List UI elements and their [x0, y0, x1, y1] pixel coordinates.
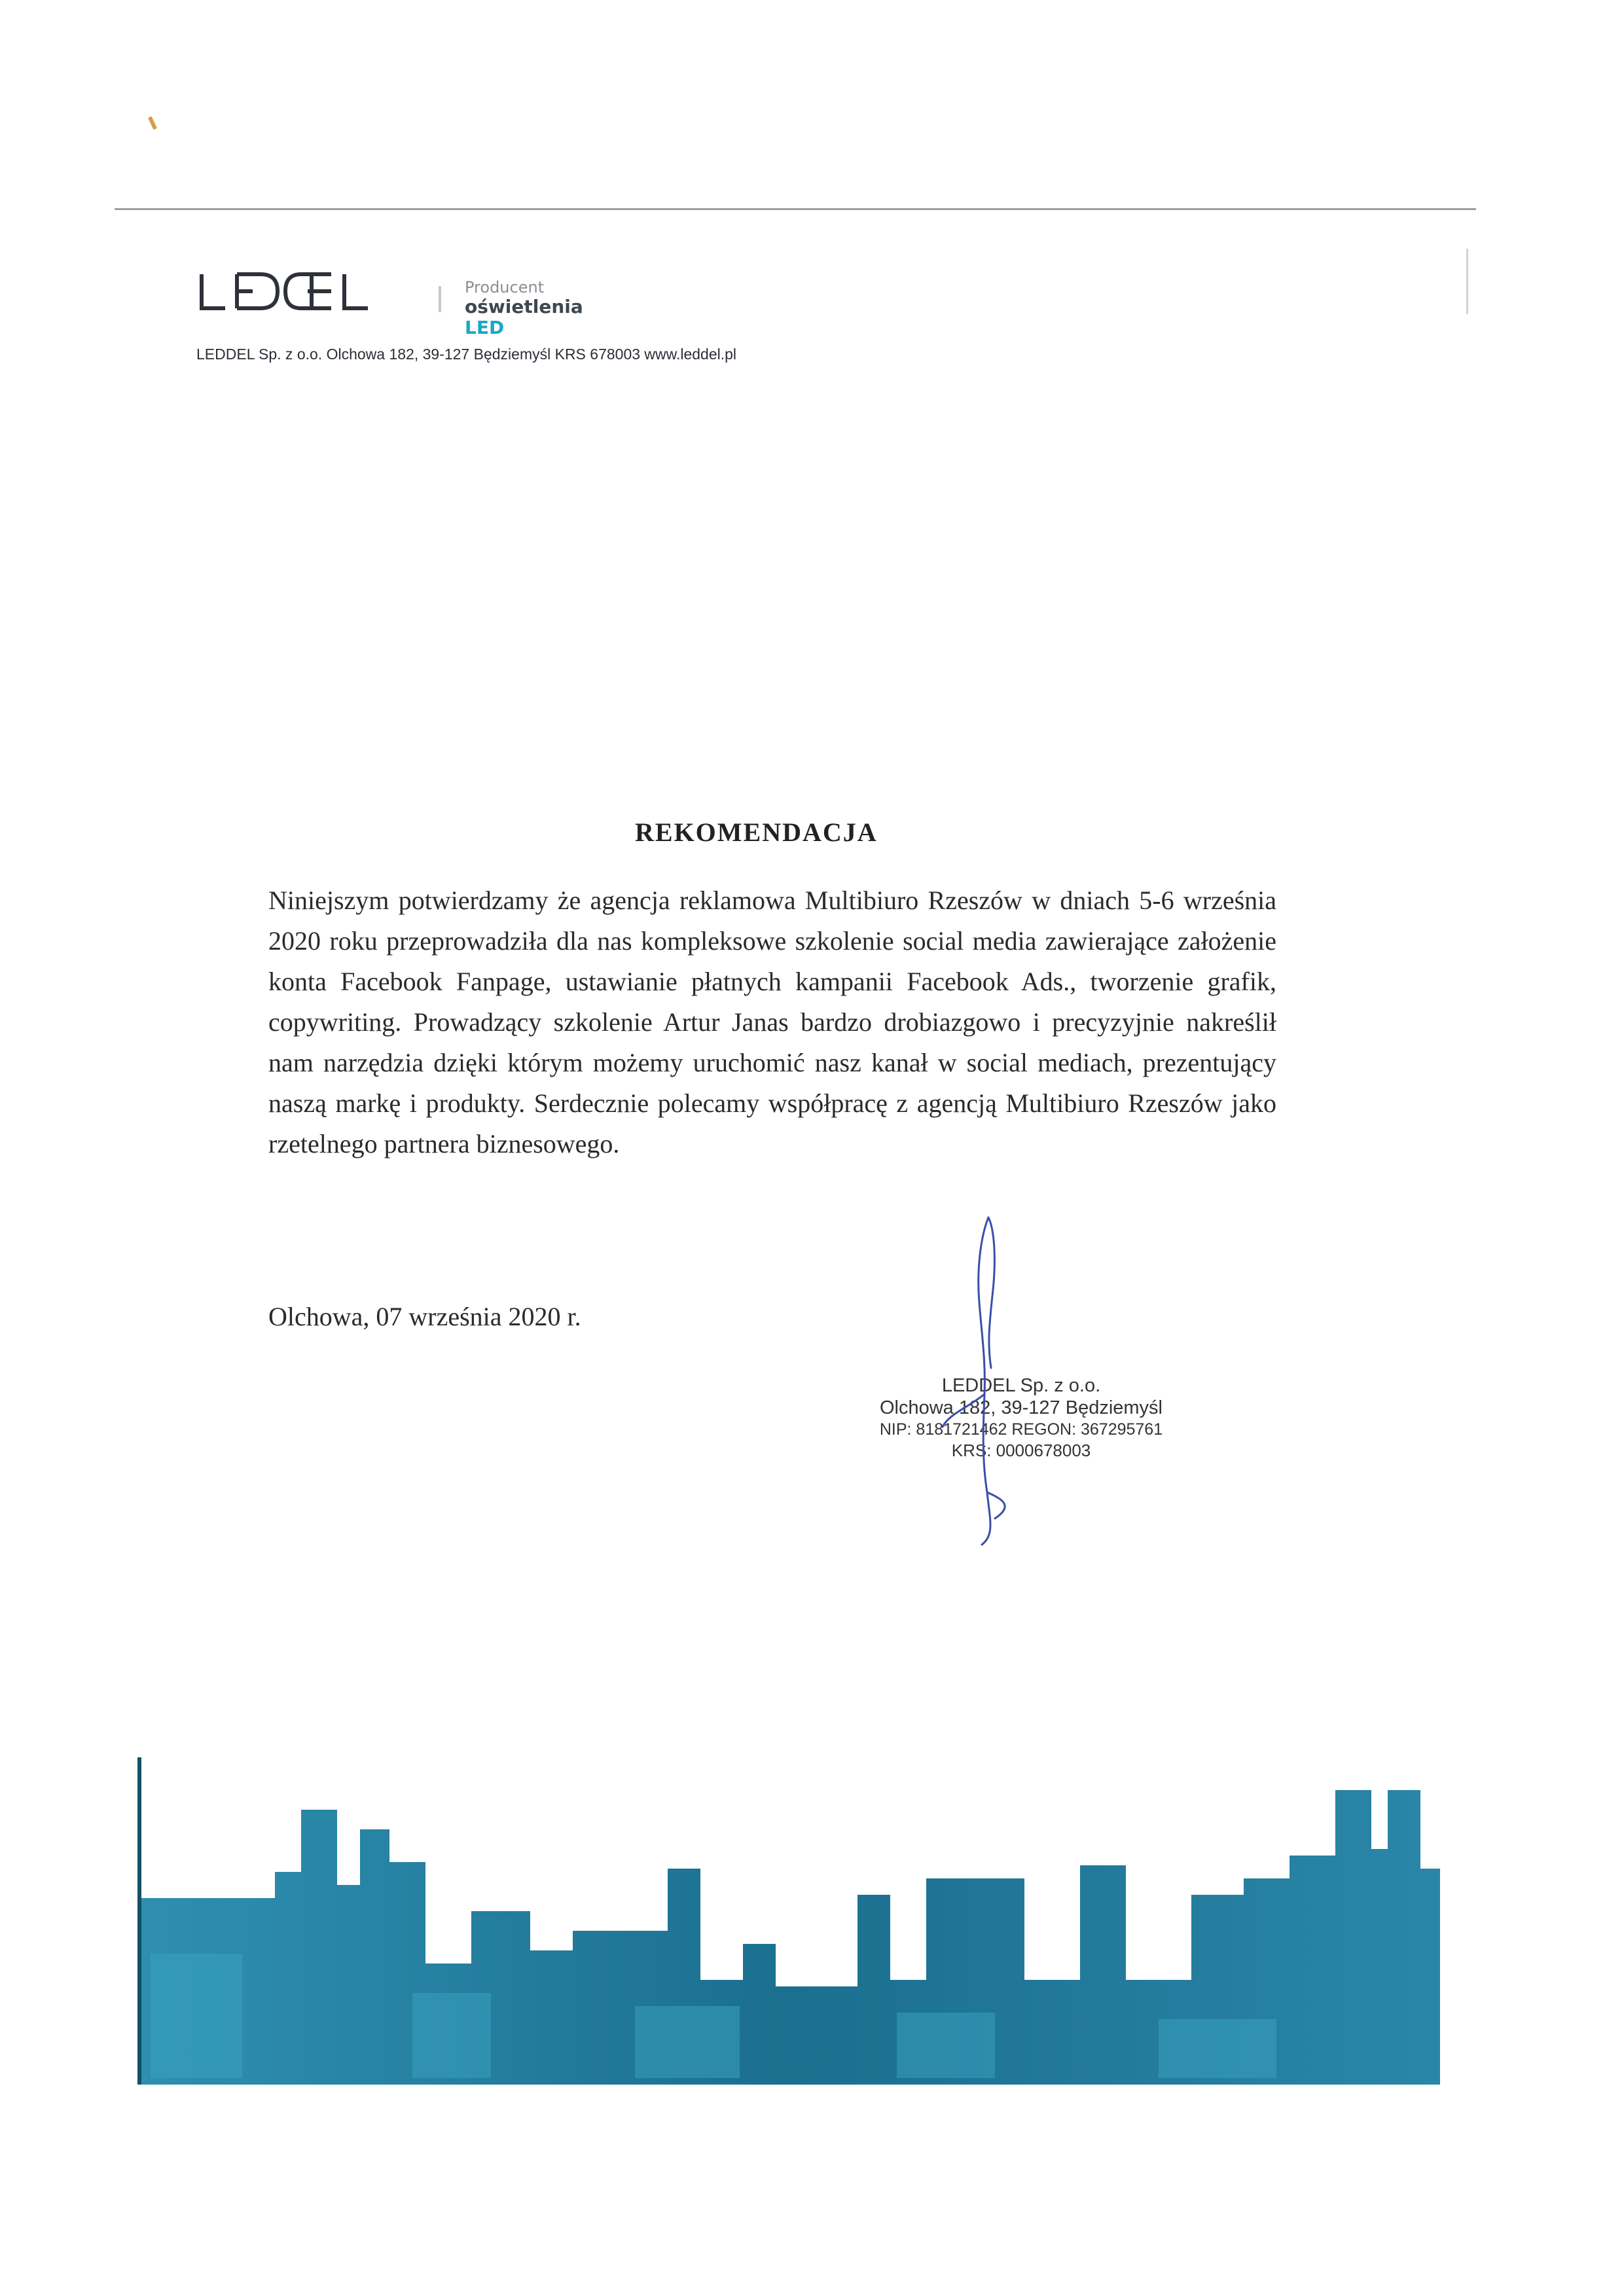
stamp-line4: KRS: 0000678003 [951, 1441, 1091, 1460]
stamp-line3: NIP: 8181721462 REGON: 367295761 [879, 1420, 1163, 1439]
document-title: REKOMENDACJA [635, 817, 878, 847]
scan-edge-right [1466, 249, 1468, 314]
company-line: LEDDEL Sp. z o.o. Olchowa 182, 39-127 Będziemyśl KRS 678003 www.leddel.pl [196, 346, 737, 363]
logo-divider [439, 286, 441, 312]
leddel-logo [196, 265, 412, 317]
tagline-line2-text: oświetlenia [465, 296, 583, 317]
city-skyline-banner [137, 1757, 1447, 2085]
stamp-line1: LEDDEL Sp. z o.o. [941, 1375, 1101, 1396]
body-paragraph: Niniejszym potwierdzamy że agencja reklamowa Multibiuro Rzeszów w dniach 5-6 września 2020 roku przeprowadziła dla nas kompleksowe szkolenie social media zawierające założenie konta Facebook Fanpage, ustawianie płatnych kampanii Facebook Ads., tworzenie grafik, copywriting. Prowadzący szkolenie Artur Janas bardzo drobiazgowo i precyzyjnie nakreślił nam narzędzia dzięki którym możemy uruchomić nasz kanał w social mediach, prezentujący naszą markę i produkty. Serdecznie polecamy współpracę z agencją Multibiuro Rzeszów jako rzetelnego partnera biznesowego. [268, 886, 1276, 1158]
tagline-accent: LED [465, 317, 505, 338]
stamp-line2: Olchowa 182, 39-127 Będziemyśl [879, 1397, 1163, 1418]
tagline-line2 [465, 296, 583, 338]
scan-edge-line [115, 208, 1476, 210]
tagline-line1: Producent [465, 278, 545, 296]
place-date: Olchowa, 07 września 2020 r. [268, 1302, 581, 1331]
scan-mark [148, 117, 157, 130]
handwritten-signature [903, 1211, 1074, 1551]
tagline [465, 278, 583, 338]
